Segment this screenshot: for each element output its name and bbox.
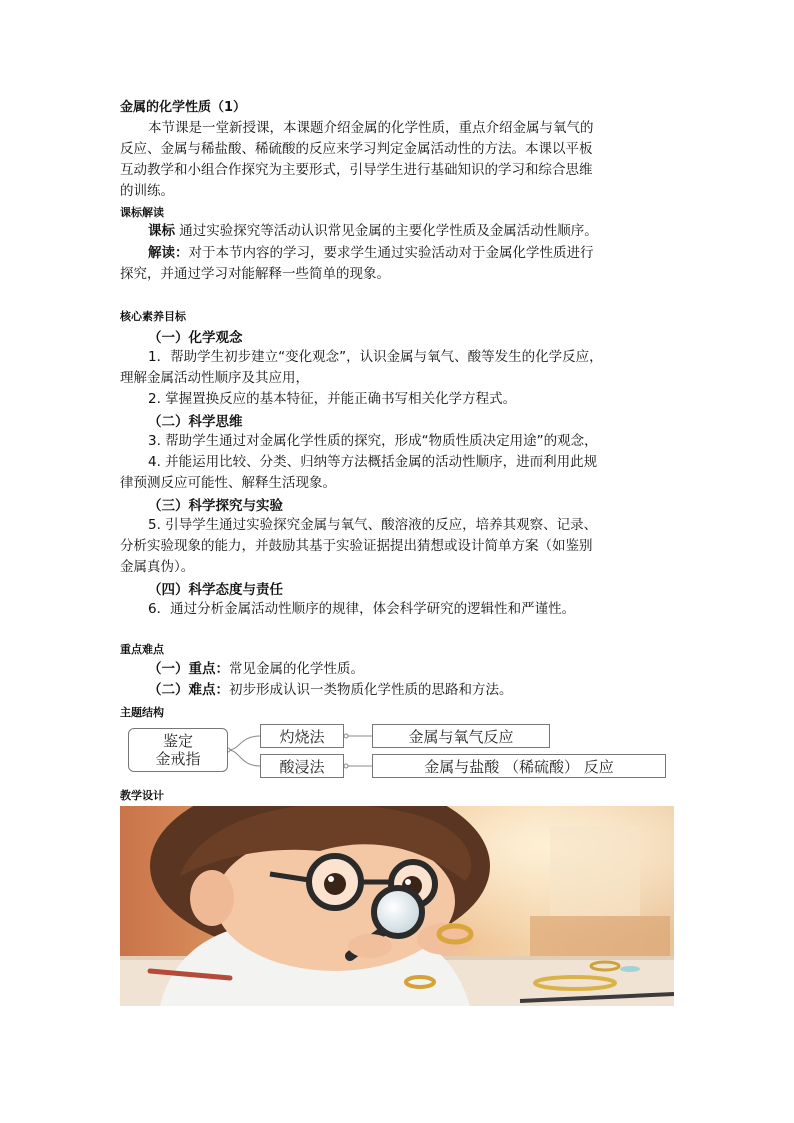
illustration-svg [120,806,674,1006]
diagram-root-node [128,728,228,772]
structure-heading: 主题结构 [120,706,164,719]
difficulty-text: 初步形成认识一类物质化学性质的思路和方法。 [229,682,513,698]
goal-item-1a: 1．帮助学生初步建立“变化观念”，认识金属与氧气、酸等发生的化学反应， [148,349,603,365]
goal-item-1b: 理解金属活动性顺序及其应用， [120,370,309,386]
goals-heading: 核心素养目标 [120,310,186,323]
method-acid-node: 酸浸法 [260,754,344,778]
result-acid-node: 金属与盐酸 （稀硫酸） 反应 [372,754,666,778]
standard-heading: 课标解读 [120,206,164,219]
intro-line-1: 本节课是一堂新授课，本课题介绍金属的化学性质，重点介绍金属与氧气的 [148,120,594,136]
key-heading: 重点难点 [120,643,164,656]
method-burning-node: 灼烧法 [260,724,344,748]
interpret-line-2: 探究，并通过学习对能解释一些简单的现象。 [120,266,390,282]
key-point [148,659,364,680]
page-title: 金属的化学性质（1） [120,100,247,115]
goal-item-5c: 金属真伪）。 [120,559,195,575]
goal-4-title: （四）科学态度与责任 [148,582,283,598]
key-label: （一）重点： [148,661,229,677]
intro-line-2: 反应、金属与稀盐酸、稀硫酸的反应来学习判定金属活动性的方法。本课以平板 [120,141,593,157]
design-heading: 教学设计 [120,789,164,802]
difficulty-point [148,680,513,701]
goal-1-title: （一）化学观念 [148,330,243,346]
key-text: 常见金属的化学性质。 [229,661,364,677]
difficulty-label: （二）难点： [148,682,229,698]
root-line-2: 金戒指 [155,750,201,768]
interpret-line-1: 对于本节内容的学习，要求学生通过实验活动对于金属化学性质进行 [188,245,594,261]
goal-item-5a: 5. 引导学生通过实验探究金属与氧气、酸溶液的反应，培养其观察、记录、 [148,517,598,533]
standard-label: 课标 [148,223,175,239]
root-line-1: 鉴定 [162,732,193,750]
goal-item-3: 3. 帮助学生通过对金属化学性质的探究，形成“物质性质决定用途”的观念， [148,433,598,449]
interpret-label: 解读： [148,245,189,261]
goal-item-6: 6．通过分析金属活动性顺序的规律，体会科学研究的逻辑性和严谨性。 [148,601,576,617]
illustration-boy-with-magnifier [120,806,674,1006]
goal-item-4b: 律预测反应可能性、解释生活现象。 [120,475,336,491]
goal-item-2: 2. 掌握置换反应的基本特征，并能正确书写相关化学方程式。 [148,391,517,407]
goal-item-4a: 4. 并能运用比较、分类、归纳等方法概括金属的活动性顺序，进而利用此规 [148,454,598,470]
intro-line-3: 互动教学和小组合作探究为主要形式，引导学生进行基础知识的学习和综合思维 [120,162,593,178]
interpret-paragraph [148,243,594,264]
goal-item-5b: 分析实验现象的能力，并鼓励其基于实验证据提出猜想或设计简单方案（如鉴别 [120,538,593,554]
standard-text: 通过实验探究等活动认识常见金属的主要化学性质及金属活动性顺序。 [179,223,598,239]
intro-line-4: 的训练。 [120,183,174,199]
goal-2-title: （二）科学思维 [148,414,243,430]
goal-3-title: （三）科学探究与实验 [148,498,283,514]
theme-structure-diagram [128,722,668,778]
result-oxygen-node: 金属与氧气反应 [372,724,550,748]
standard-paragraph [148,221,598,242]
